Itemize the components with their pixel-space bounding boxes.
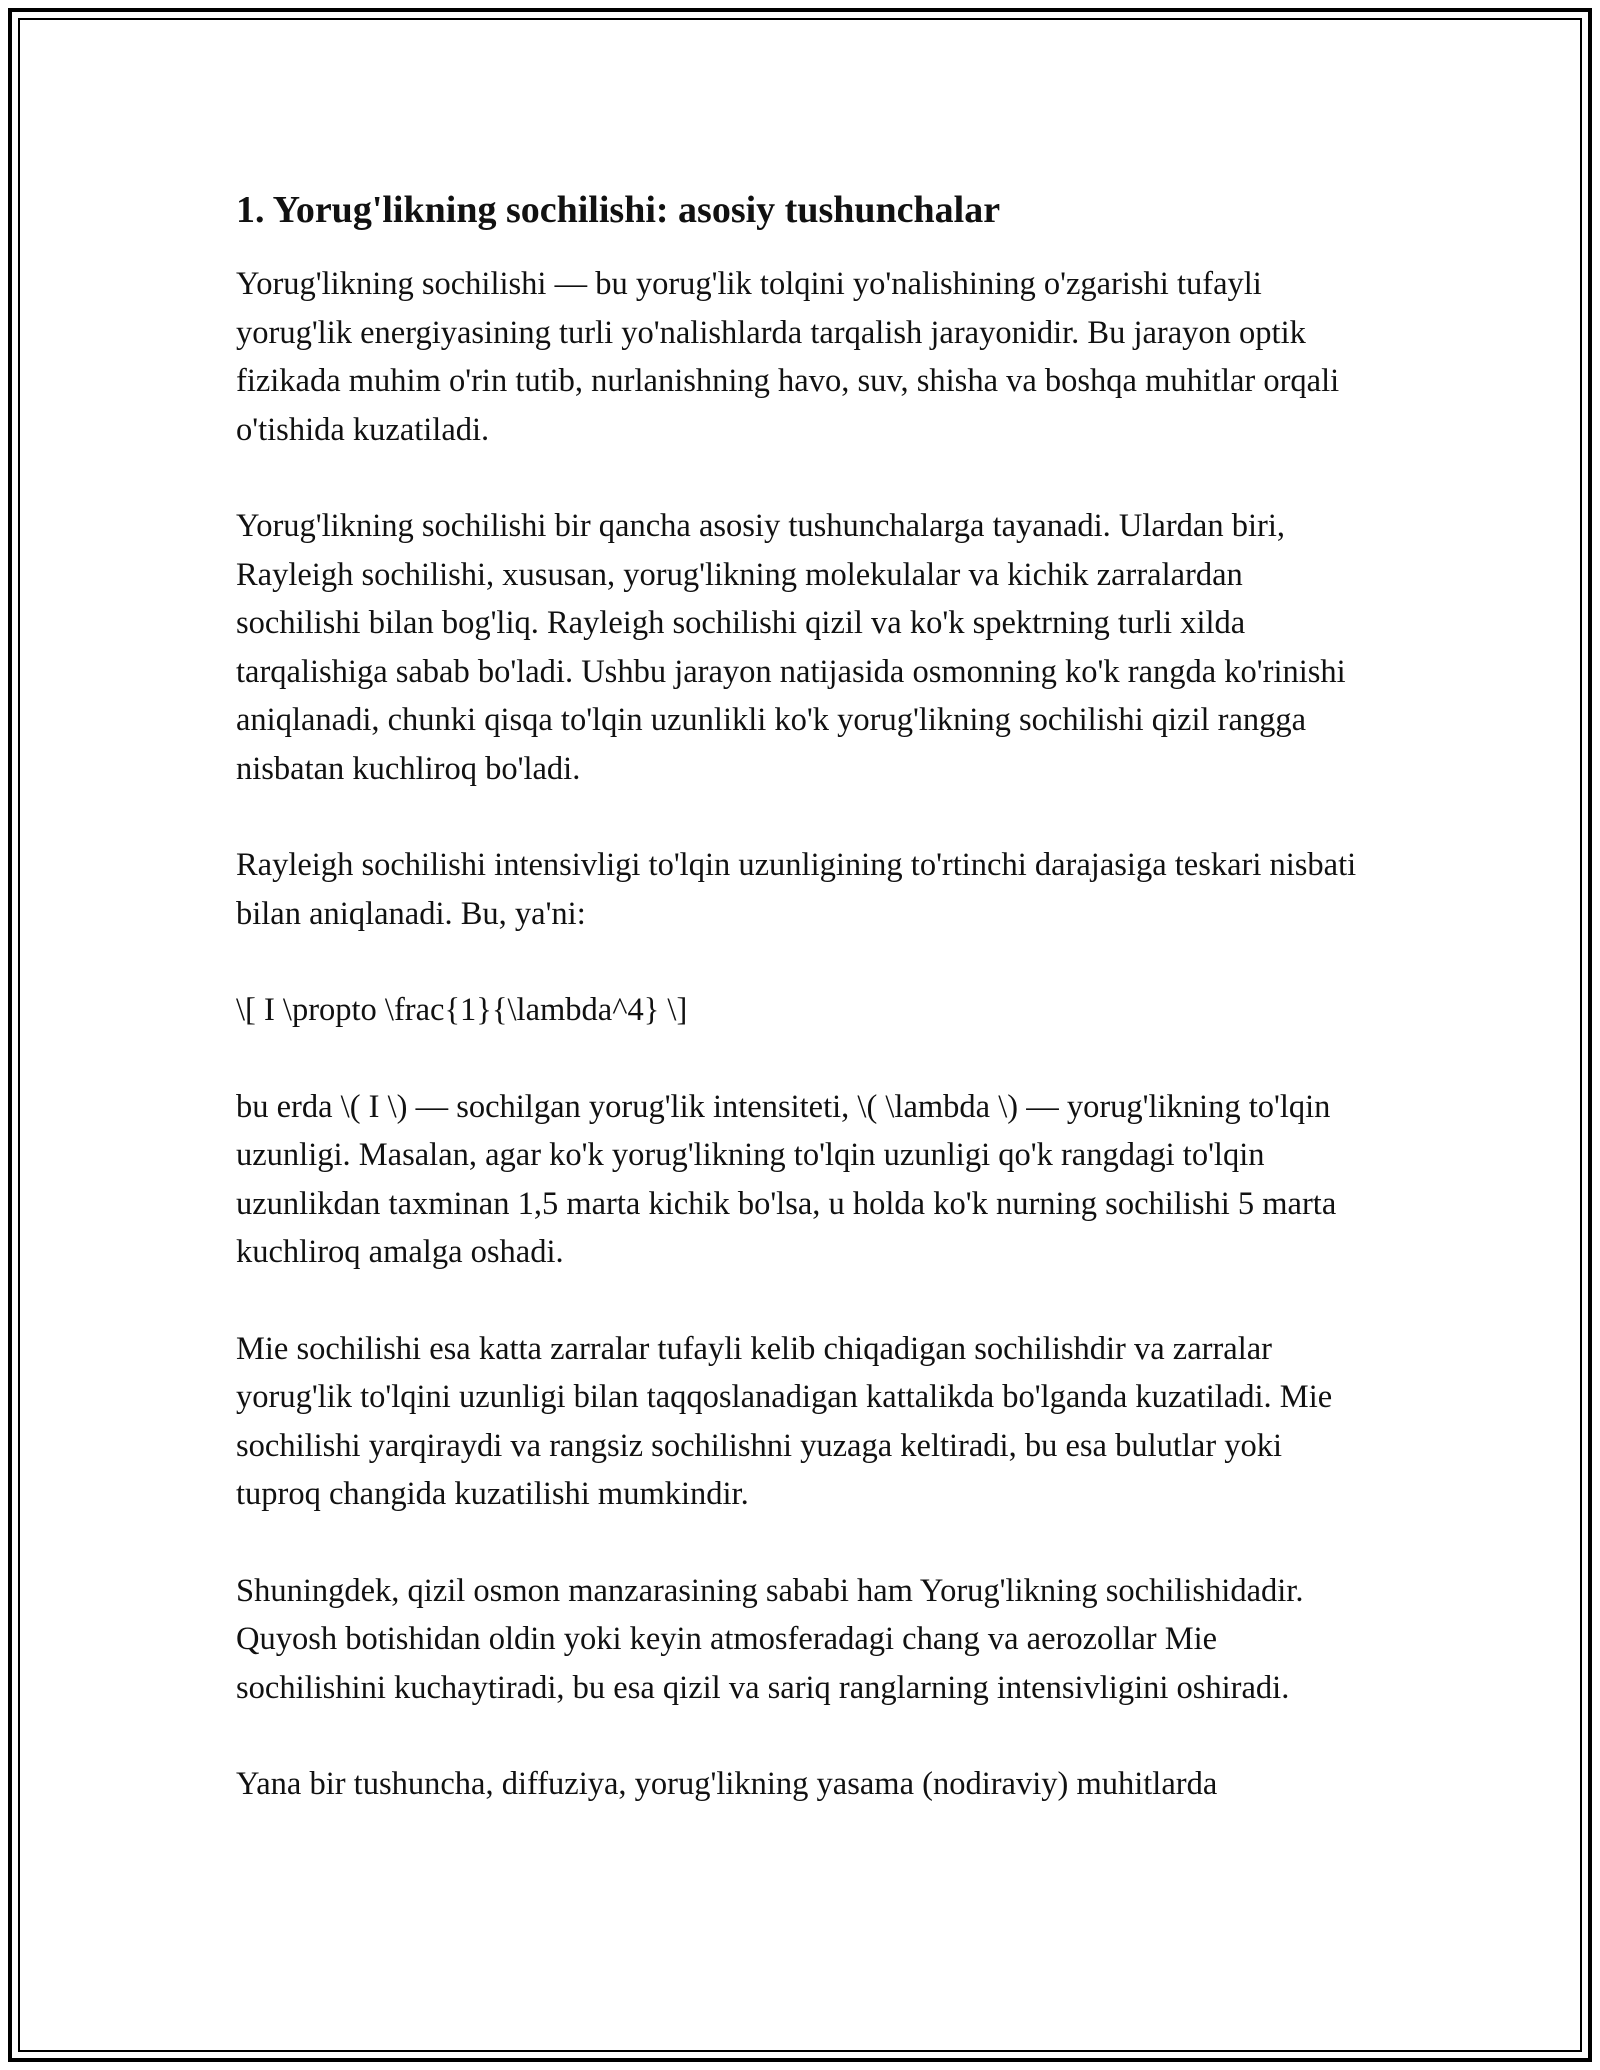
document-body bbox=[236, 186, 1366, 1857]
paragraph-red-sky: Shuningdek, qizil osmon manzarasining sababi ham Yorug'likning sochilishidadir. Quyosh botishidan oldin yoki keyin atmosferadagi chang va aerozollar Mie sochilishini kuchaytiradi, bu esa qizil va sariq ranglarning intensivligini oshiradi. bbox=[236, 1572, 1304, 1706]
paragraph-variables: bu erda \( I \) — sochilgan yorug'lik intensiteti, \( \lambda \) — yorug'likning to'lqin uzunligi. Masalan, agar ko'k yorug'likning to'lqin uzunligi qo'k rangdagi to'lqin uzunlikdan taxminan 1,5 marta kichik bo'lsa, u holda ko'k nurning sochilishi 5 marta kuchliroq amalga oshadi. bbox=[236, 1088, 1337, 1270]
paragraph-mie: Mie sochilishi esa katta zarralar tufayli kelib chiqadigan sochilishdir va zarralar yorug'lik to'lqini uzunligi bilan taqqoslanadigan kattalikda bo'lganda kuzatiladi. Mie sochilishi yarqiraydi va rangsiz sochilishni yuzaga keltiradi, bu esa bulutlar yoki tuproq changida kuzatilishi mumkindir. bbox=[236, 1330, 1333, 1512]
paragraph-definition: Yorug'likning sochilishi — bu yorug'lik tolqini yo'nalishining o'zgarishi tufayli yorug'lik energiyasining turli yo'nalishlarda tarqalish jarayonidir. Bu jarayon optik fizikada muhim o'rin tutib, nurlanishning havo, suv, shisha va boshqa muhitlar orqali o'tishida kuzatiladi. bbox=[236, 266, 1340, 448]
paragraph-diffusion: Yana bir tushuncha, diffuziya, yorug'likning yasama (nodiraviy) muhitlarda bbox=[236, 1766, 1218, 1802]
formula-rayleigh: \[ I \propto \frac{1}{\lambda^4} \] bbox=[236, 992, 688, 1028]
paragraph-intensity: Rayleigh sochilishi intensivligi to'lqin uzunligining to'rtinchi darajasiga teskari nisbati bilan aniqlanadi. Bu, ya'ni: bbox=[236, 847, 1357, 932]
paragraph-rayleigh: Yorug'likning sochilishi bir qancha asosiy tushunchalarga tayanadi. Ulardan biri, Rayleigh sochilishi, xususan, yorug'likning molekulalar va kichik zarralardan sochilishi bilan bog'liq. Rayleigh sochilishi qizil va ko'k spektrning turli xilda tarqalishiga sabab bo'ladi. Ushbu jarayon natijasida osmonning ko'k rangda ko'rinishi aniqlanadi, chunki qisqa to'lqin uzunlikli ko'k yorug'likning sochilishi qizil rangga nisbatan kuchliroq bo'ladi. bbox=[236, 508, 1346, 787]
section-heading: 1. Yorug'likning sochilishi: asosiy tushunchalar bbox=[236, 189, 1001, 231]
